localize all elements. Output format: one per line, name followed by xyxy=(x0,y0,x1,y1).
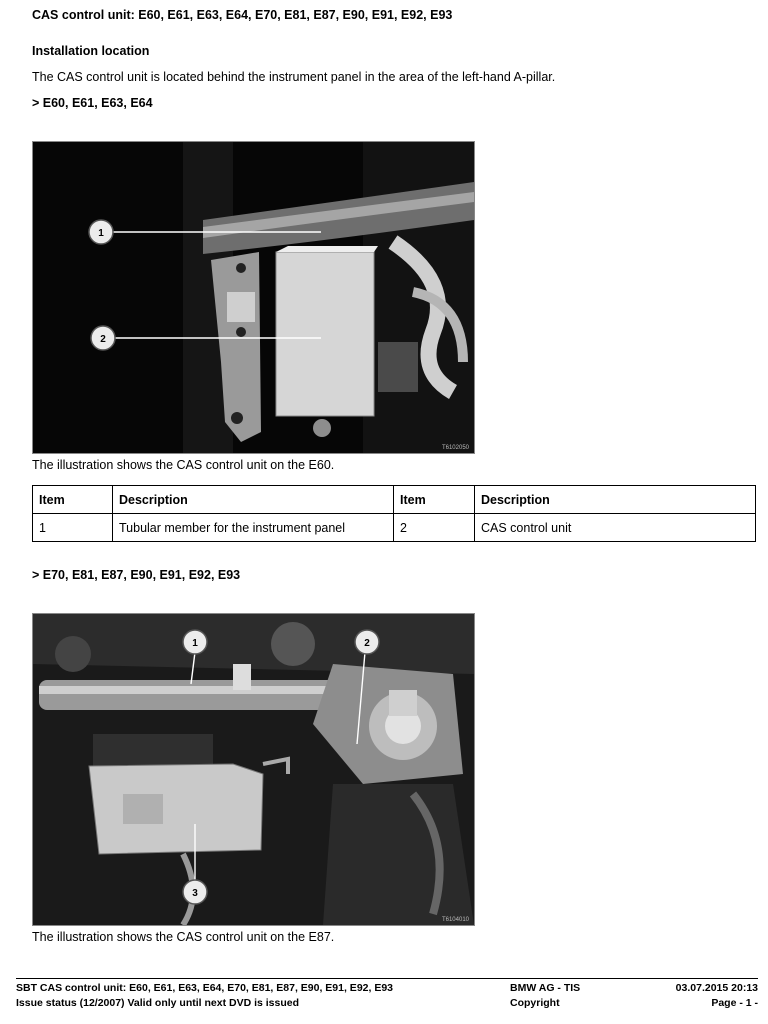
variant-heading-e87: > E70, E81, E87, E90, E91, E92, E93 xyxy=(32,568,241,582)
table-cell: 1 xyxy=(33,514,113,542)
footer-page-number: Page - 1 - xyxy=(711,997,758,1009)
figure-e60 xyxy=(32,141,475,454)
figure-e87 xyxy=(32,613,475,926)
callout-2-label: 2 xyxy=(100,334,106,345)
figure-e87-illustration xyxy=(33,614,474,925)
footer-issue-status: Issue status (12/2007) Valid only until next DVD is issued xyxy=(16,997,300,1009)
figure-e60-code: T6102050 xyxy=(441,445,469,451)
footer-document-title: SBT CAS control unit: E60, E61, E63, E64, E70, E81, E87, E90, E91, E92, E93 xyxy=(16,982,394,994)
table-header-row xyxy=(33,486,756,514)
figure-e60-caption: The illustration shows the CAS control unit on the E60. xyxy=(32,458,335,472)
table-cell: 2 xyxy=(394,514,475,542)
section-heading: Installation location xyxy=(32,44,150,58)
page-title: CAS control unit: E60, E61, E63, E64, E70, E81, E87, E90, E91, E92, E93 xyxy=(32,8,453,22)
callout-1-label: 1 xyxy=(192,638,198,649)
callout-1-label: 1 xyxy=(98,228,104,239)
figure-e87-caption: The illustration shows the CAS control unit on the E87. xyxy=(32,930,335,944)
footer-timestamp: 03.07.2015 20:13 xyxy=(675,982,758,994)
variant-heading-e60: > E60, E61, E63, E64 xyxy=(32,96,153,110)
table-cell: CAS control unit xyxy=(475,514,756,542)
footer-publisher: BMW AG - TIS xyxy=(510,982,581,994)
intro-paragraph: The CAS control unit is located behind the instrument panel in the area of the left-hand A-pillar. xyxy=(32,70,556,84)
footer-copyright: Copyright xyxy=(510,997,560,1009)
table-header-cell: Description xyxy=(475,486,756,514)
items-table xyxy=(32,485,756,542)
figure-e87-code: T6104010 xyxy=(441,917,469,923)
table-row xyxy=(33,514,756,542)
table-header-cell: Item xyxy=(33,486,113,514)
figure-e60-illustration xyxy=(33,142,474,453)
table-header-cell: Description xyxy=(113,486,394,514)
footer-divider xyxy=(16,978,758,979)
table-cell: Tubular member for the instrument panel xyxy=(113,514,394,542)
callout-2-label: 2 xyxy=(364,638,370,649)
callout-3-label: 3 xyxy=(192,888,198,899)
table-header-cell: Item xyxy=(394,486,475,514)
